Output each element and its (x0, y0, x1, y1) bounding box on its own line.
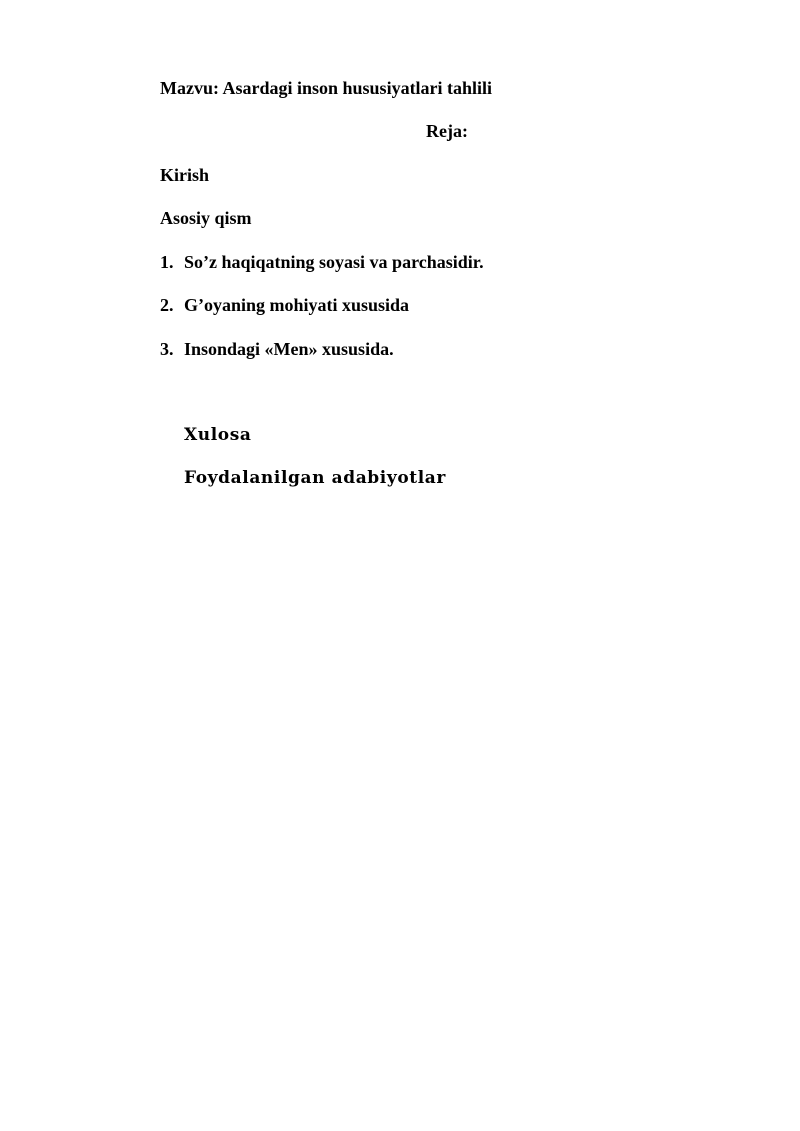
list-item (160, 251, 484, 273)
document-title: Mazvu: Asardagi inson hususiyatlari tahlili (160, 78, 493, 98)
list-item-number: 3. (160, 339, 174, 359)
list-item-number: 1. (160, 252, 174, 272)
list-item-text: So’z haqiqatning soyasi va parchasidir. (184, 252, 484, 272)
list-item-text: Insondagi «Men» xususida. (184, 339, 394, 359)
section-references: Foydalanilgan adabiyotlar (184, 468, 446, 488)
section-conclusion: Xulosa (184, 425, 252, 445)
list-item-text: G’oyaning mohiyati xususida (184, 295, 410, 315)
plan-heading: Reja: (426, 121, 468, 141)
list-item-number: 2. (160, 295, 174, 315)
list-item (160, 294, 409, 316)
list-item (160, 338, 394, 360)
section-intro: Kirish (160, 165, 210, 185)
section-main-part: Asosiy qism (160, 208, 252, 228)
